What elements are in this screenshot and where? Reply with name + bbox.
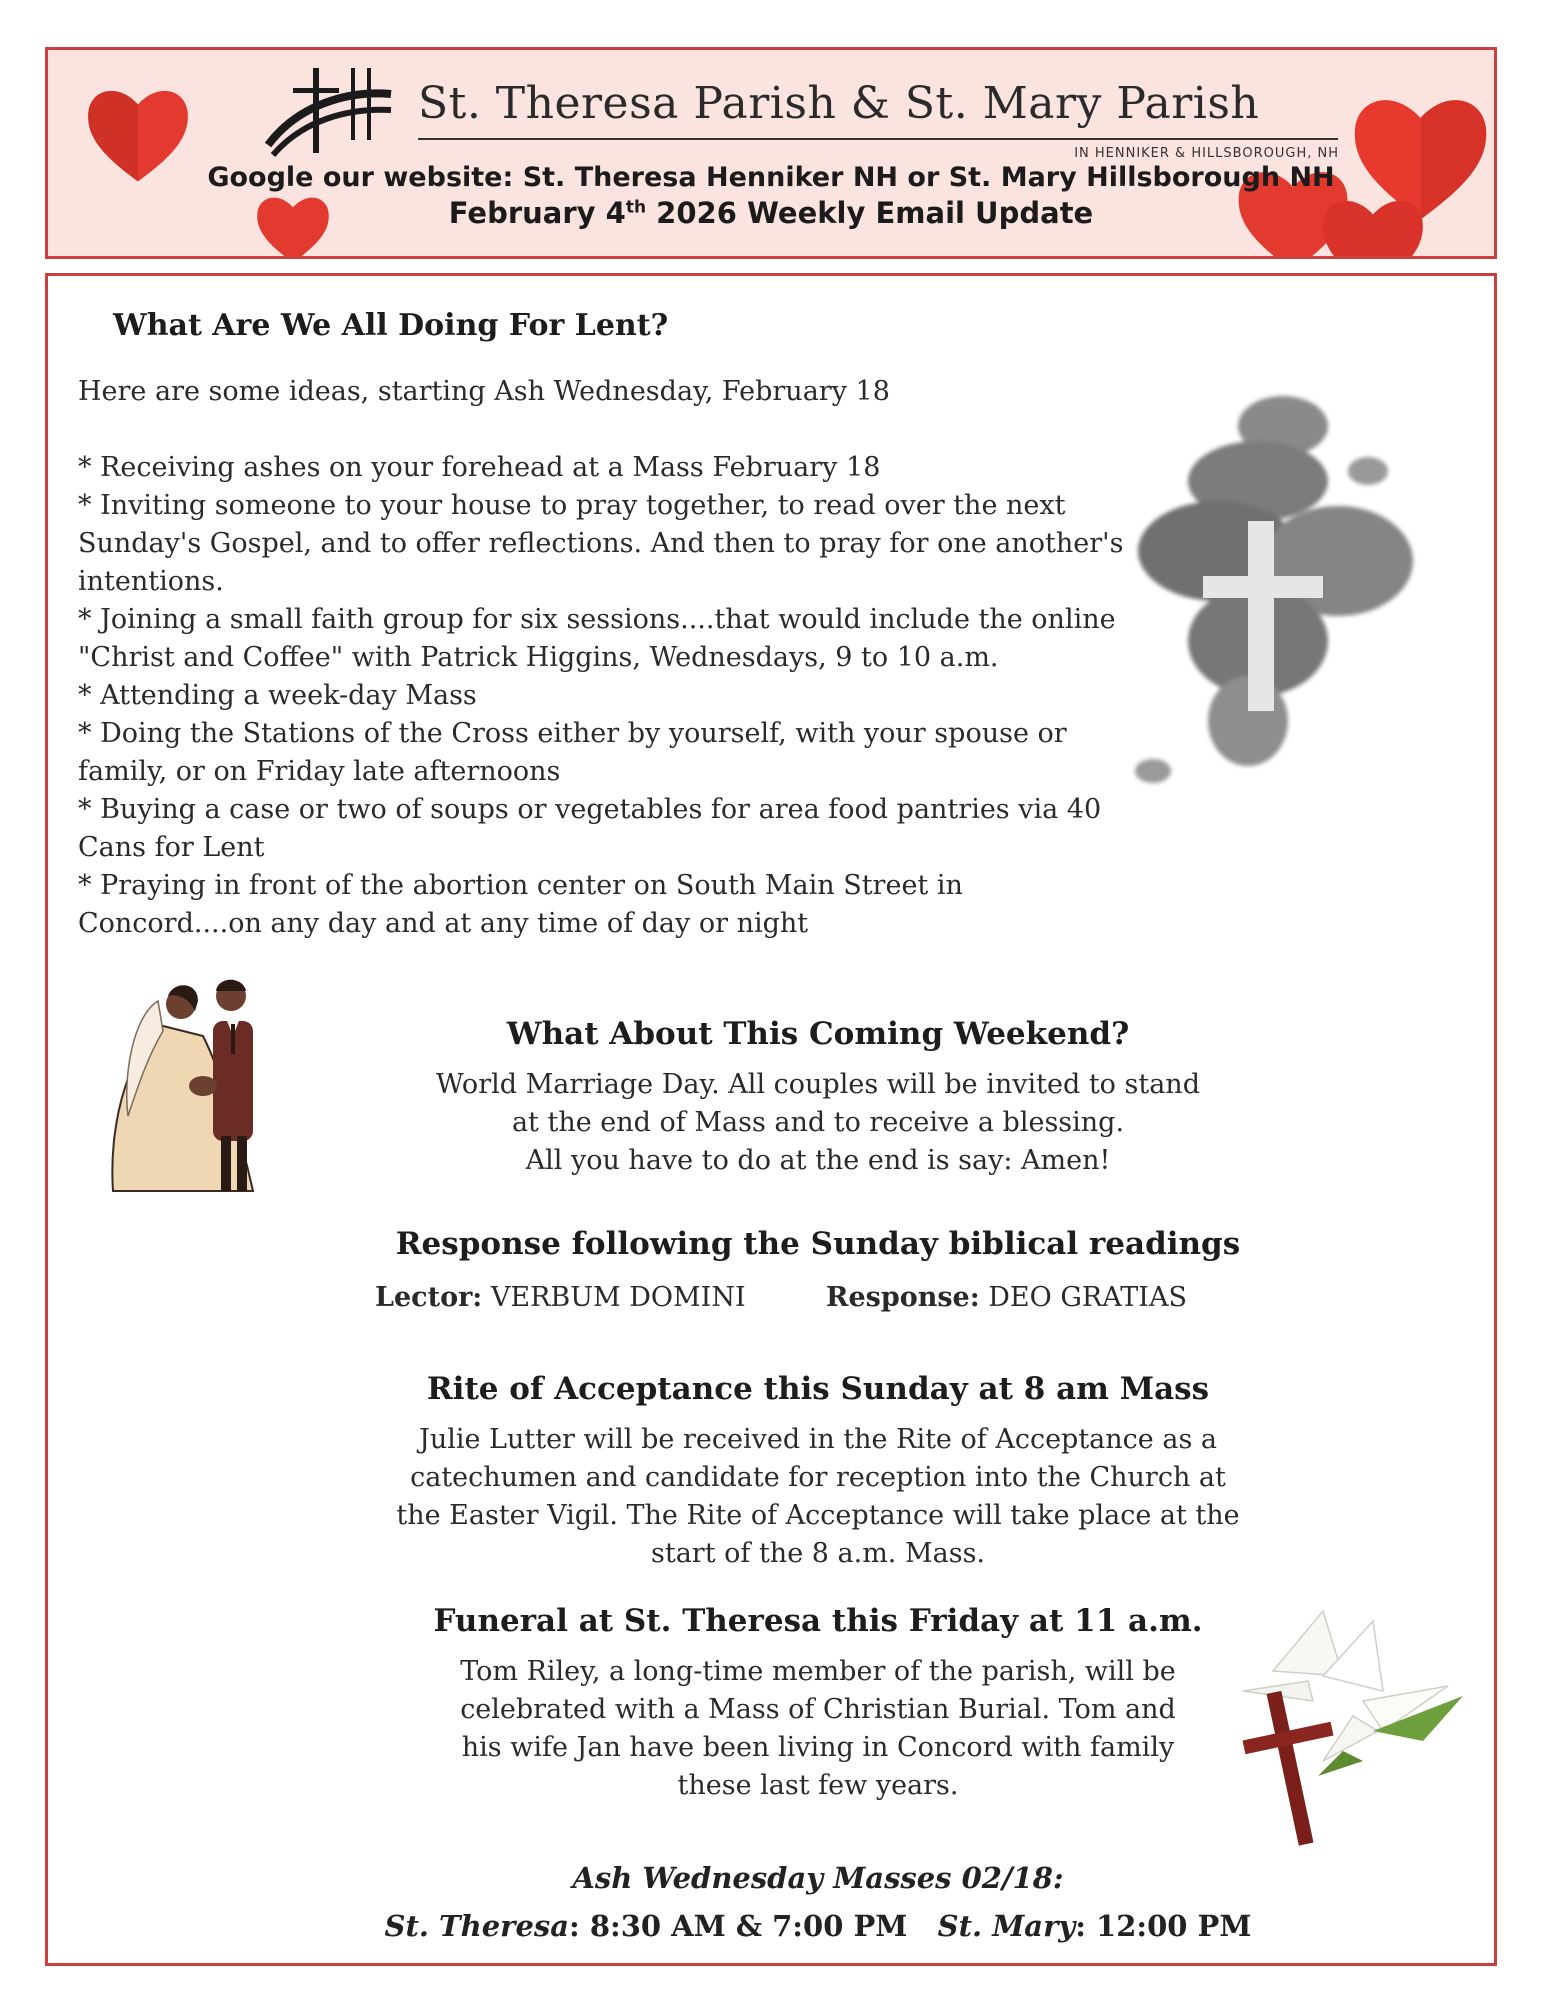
date-prefix: February 4 [448,196,626,230]
header-banner [45,47,1497,259]
header-divider [418,138,1338,140]
rite-text [348,1421,1288,1573]
rite-line: Julie Lutter will be received in the Rite of Acceptance as a [419,1424,1217,1455]
parish-name: St. Theresa Parish & St. Mary Parish [418,78,1260,129]
weekend-text [348,1066,1288,1180]
response-label: Response: [826,1282,980,1313]
weekend-line: World Marriage Day. All couples will be invited to stand [436,1069,1200,1100]
list-item: * Attending a week-day Mass [78,680,477,711]
response-value: DEO GRATIAS [988,1282,1187,1313]
update-date [48,196,1494,230]
mary-label: St. Mary [937,1909,1076,1943]
list-item: * Receiving ashes on your forehead at a Mass February 18 [78,452,881,483]
list-item: * Buying a case or two of soups or vegetables for area food pantries via 40 Cans for Lent [78,794,1102,863]
rite-line: the Easter Vigil. The Rite of Acceptance will take place at the [396,1500,1240,1531]
lent-title: What Are We All Doing For Lent? [113,308,669,343]
funeral-line: his wife Jan have been living in Concord with family [461,1732,1175,1763]
list-item: * Inviting someone to your house to pray together, to read over the next Sunday's Gospel, and to offer reflections. And then to pray for one another's intentions. [78,490,1124,597]
mary-times: : 12:00 PM [1075,1909,1252,1943]
rite-title: Rite of Acceptance this Sunday at 8 am Mass [426,1371,1210,1407]
ash-title: Ash Wednesday Masses 02/18: [572,1861,1064,1895]
parish-location: IN HENNIKER & HILLSBOROUGH, NH [1074,146,1339,161]
date-sup: th [625,197,647,218]
wedding-couple-image [103,966,268,1201]
rite-line: catechumen and candidate for reception into the Church at [410,1462,1226,1493]
website-line: Google our website: St. Theresa Henniker NH or St. Mary Hillsborough NH [207,162,1335,193]
weekend-line: All you have to do at the end is say: Amen! [525,1145,1111,1176]
parish-logo-icon [263,60,393,160]
ash-cross-image [1108,371,1458,811]
list-item: * Doing the Stations of the Cross either by yourself, with your spouse or family, or on Friday late afternoons [78,718,1067,787]
rite-line: start of the 8 a.m. Mass. [650,1538,986,1569]
lent-ideas-list [78,449,1153,943]
response-title: Response following the Sunday biblical readings [395,1226,1241,1262]
lector-line [375,1279,746,1317]
funeral-line: celebrated with a Mass of Christian Burial. Tom and [460,1694,1176,1725]
response-line [826,1279,1187,1317]
date-suffix: 2026 Weekly Email Update [646,196,1094,230]
weekend-title: What About This Coming Weekend? [506,1016,1130,1052]
content-panel [45,273,1497,1966]
funeral-line: Tom Riley, a long-time member of the parish, will be [460,1656,1176,1687]
list-item: * Joining a small faith group for six sessions....that would include the online "Christ and Coffee" with Patrick Higgins, Wednesdays, 9 to 10 a.m. [78,604,1116,673]
funeral-text [348,1653,1288,1805]
lector-value: VERBUM DOMINI [490,1282,746,1313]
lily-cross-image [1213,1581,1473,1851]
theresa-label: St. Theresa [384,1909,570,1943]
ash-times [298,1909,1338,1943]
funeral-line: these last few years. [677,1770,959,1801]
funeral-title: Funeral at St. Theresa this Friday at 11 a.m. [433,1603,1203,1639]
lector-label: Lector: [375,1282,483,1313]
list-item: * Praying in front of the abortion center on South Main Street in Concord....on any day and at any time of day or night [78,870,963,939]
weekend-line: at the end of Mass and to receive a blessing. [511,1107,1125,1138]
lent-intro: Here are some ideas, starting Ash Wednesday, February 18 [78,376,890,407]
theresa-times: : 8:30 AM & 7:00 PM [569,1909,908,1943]
